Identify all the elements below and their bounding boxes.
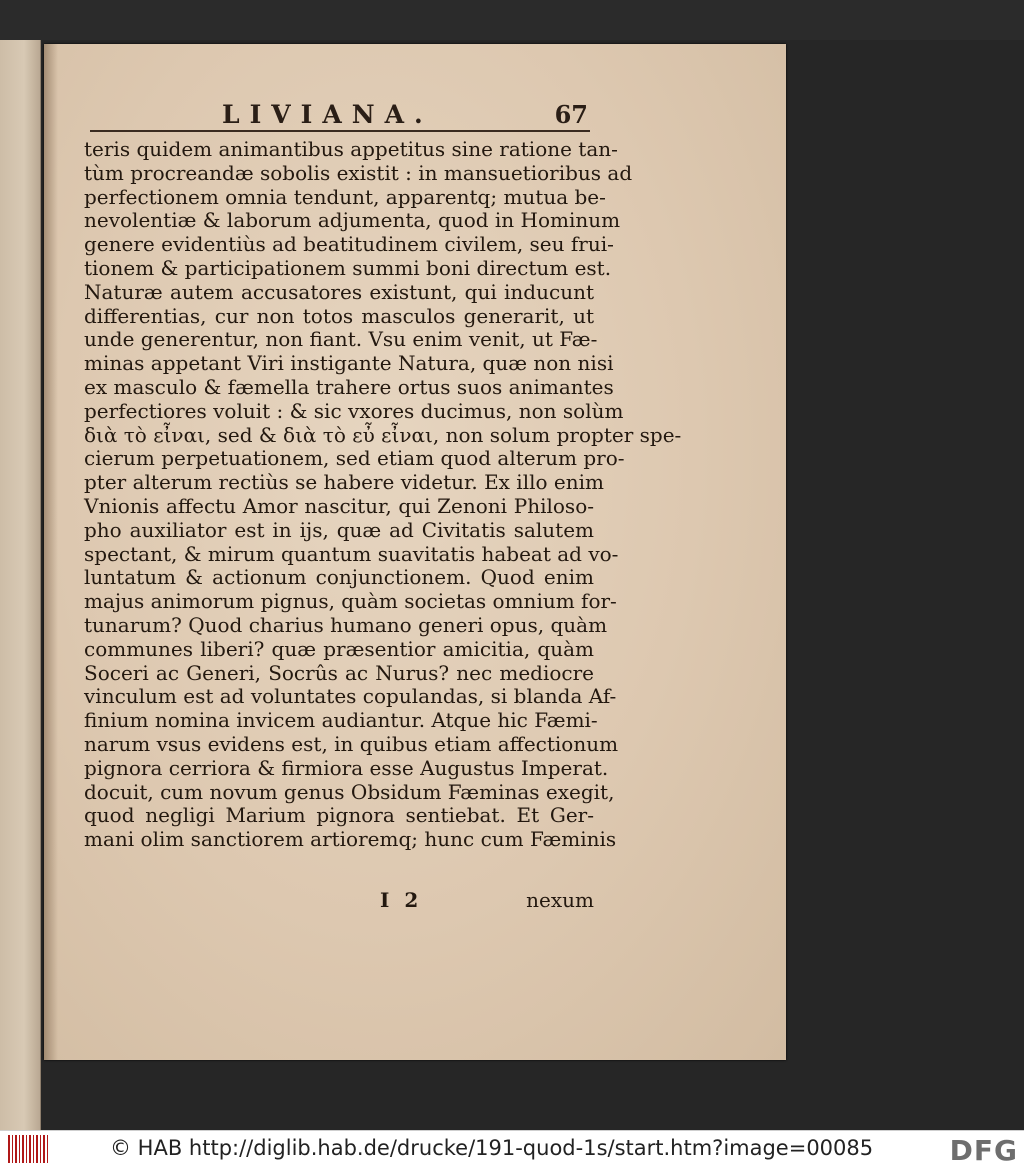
text-line: majus animorum pignus, quàm societas omnium for- [84, 589, 617, 614]
dfg-logo: DFG [949, 1134, 1018, 1167]
signature-mark: I 2 [380, 888, 423, 912]
text-line: unde generentur, non fiant. Vsu enim venit, ut Fæ- [84, 327, 598, 352]
page-header [200, 100, 590, 132]
viewer-footer [0, 1130, 1024, 1168]
text-line: mani olim sanctiorem artioremq; hunc cum Fæminis [84, 827, 617, 852]
text-line: nevolentiæ & laborum adjumenta, quod in Hominum [84, 208, 621, 233]
text-line: tionem & participationem summi boni directum est. [84, 255, 612, 280]
text-line: pignora cerriora & firmiora esse Augustus Imperat. [84, 755, 609, 780]
footer-copyright-link[interactable]: © HAB http://diglib.hab.de/drucke/191-quod-1s/start.htm?image=00085 [110, 1136, 874, 1160]
body-text [84, 137, 682, 852]
text-line: vinculum est ad voluntates copulandas, si blanda Af- [84, 684, 617, 709]
text-line: perfectiores voluit : & sic vxores ducimus, non solùm [84, 398, 624, 423]
text-line: docuit, cum novum genus Obsidum Fæminas exegit, [84, 779, 615, 804]
text-line: διὰ τὸ εἶναι, sed & διὰ τὸ εὖ εἶναι, non solum propter spe- [84, 422, 682, 447]
text-line: finium nomina invicem audiantur. Atque hic Fæmi- [84, 708, 598, 733]
text-line: luntatum & actionum conjunctionem. Quod enim [84, 565, 594, 590]
scan-background-top [0, 0, 1024, 40]
header-rule [90, 130, 590, 132]
text-line: pter alterum rectiùs se habere videtur. Ex illo enim [84, 470, 604, 495]
text-line: differentias, cur non totos masculos generarit, ut [84, 303, 594, 328]
text-line: genere evidentiùs ad beatitudinem civilem, seu frui- [84, 232, 614, 257]
gutter-shadow [44, 44, 58, 1060]
text-line: pho auxiliator est in ijs, quæ ad Civitatis salutem [84, 517, 594, 542]
hab-barcode-icon [8, 1135, 48, 1163]
text-line: Naturæ autem accusatores existunt, qui inducunt [84, 279, 594, 304]
text-line: spectant, & mirum quantum suavitatis habeat ad vo- [84, 541, 619, 566]
text-line: tùm procreandæ sobolis existit : in mansuetioribus ad [84, 160, 633, 185]
page-foot [84, 888, 594, 912]
text-line: tunarum? Quod charius humano generi opus, quàm [84, 612, 608, 637]
previous-leaf-edge [0, 40, 41, 1130]
text-line: Vnionis affectu Amor nascitur, qui Zenoni Philoso- [84, 493, 594, 518]
text-line: communes liberi? quæ præsentior amicitia, quàm [84, 636, 594, 661]
running-head: LIVIANA. [222, 100, 433, 129]
text-line: ex masculo & fæmella trahere ortus suos animantes [84, 374, 614, 399]
text-line: quod negligi Marium pignora sentiebat. Et Ger- [84, 803, 594, 828]
text-line: narum vsus evidens est, in quibus etiam affectionum [84, 731, 619, 756]
text-line: Soceri ac Generi, Socrûs ac Nurus? nec mediocre [84, 660, 594, 685]
text-line: teris quidem animantibus appetitus sine ratione tan- [84, 137, 618, 161]
text-line: perfectionem omnia tendunt, apparentq; mutua be- [84, 184, 606, 209]
text-line: minas appetant Viri instigante Natura, quæ non nisi [84, 351, 614, 376]
catchword: nexum [526, 888, 594, 912]
text-line: cierum perpetuationem, sed etiam quod alterum pro- [84, 446, 625, 471]
page-number: 67 [554, 100, 588, 129]
